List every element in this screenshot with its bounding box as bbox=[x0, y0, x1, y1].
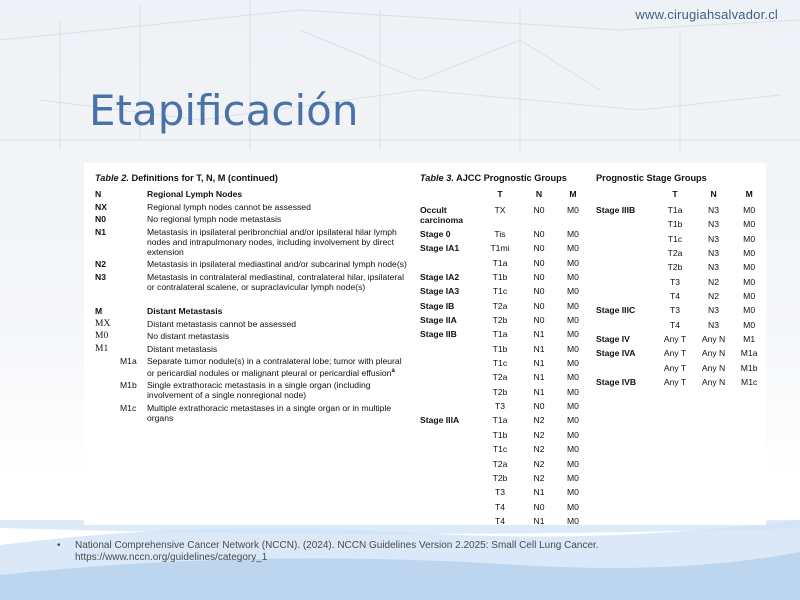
value-cell: T3 bbox=[670, 276, 681, 287]
table-row bbox=[596, 320, 766, 334]
n-row-n0-key: N0 bbox=[95, 214, 106, 224]
bullet-icon: • bbox=[57, 540, 61, 551]
value-cell: T1c bbox=[492, 358, 508, 369]
stage-cell bbox=[420, 487, 478, 501]
value-cell: M0 bbox=[567, 487, 579, 498]
value-cell: N2 bbox=[533, 415, 545, 426]
value-cell: Any N bbox=[701, 334, 726, 345]
value-cell: N1 bbox=[533, 343, 545, 354]
m-row-m0 bbox=[95, 331, 410, 341]
stage-cell: Stage IVA bbox=[596, 348, 636, 359]
value-cell: M0 bbox=[743, 319, 756, 330]
value-cell: T4 bbox=[494, 515, 506, 526]
value-cell: T4 bbox=[670, 291, 681, 302]
stage-cell bbox=[420, 473, 478, 487]
value-cell: M0 bbox=[567, 358, 579, 369]
m-row-m1-text: Distant metastasis bbox=[147, 343, 218, 354]
column-header: N bbox=[710, 189, 717, 199]
value-cell: N0 bbox=[533, 272, 545, 283]
stage-cell: Stage IB bbox=[420, 300, 455, 311]
stage-cell bbox=[420, 344, 478, 358]
m-header-row bbox=[95, 306, 410, 316]
m1-sub-row-m1a-key: M1a bbox=[120, 356, 137, 366]
n-row-n1-key: N1 bbox=[95, 226, 106, 237]
value-cell: T1mi bbox=[490, 243, 510, 254]
m-row-mx-text: Distant metastasis cannot be assessed bbox=[147, 318, 297, 329]
stage-cell bbox=[420, 258, 478, 272]
value-cell: M1a bbox=[740, 348, 758, 359]
value-cell: M0 bbox=[567, 458, 579, 469]
m1-sub-row-m1b bbox=[95, 380, 410, 400]
m-row-m1 bbox=[95, 344, 410, 354]
value-cell: T1a bbox=[667, 205, 683, 215]
n-header-row bbox=[95, 189, 410, 199]
table4 bbox=[596, 189, 766, 391]
table3-caption: Table 3. AJCC Prognostic Groups bbox=[420, 173, 567, 183]
table-row bbox=[596, 248, 766, 262]
n-row-n0-text: No regional lymph node metastasis bbox=[147, 214, 282, 224]
table-row bbox=[596, 291, 766, 305]
stage-cell: Stage IIIB bbox=[596, 205, 636, 215]
table-row bbox=[596, 377, 766, 391]
value-cell: N3 bbox=[708, 319, 720, 330]
value-cell: N2 bbox=[708, 291, 720, 302]
value-cell: T1b bbox=[492, 272, 508, 283]
value-cell: M0 bbox=[567, 229, 579, 239]
stage-cell bbox=[420, 372, 478, 386]
column-header bbox=[596, 189, 655, 205]
table-header-row bbox=[596, 189, 766, 205]
m1-sub-row-m1a bbox=[95, 356, 410, 378]
table-row bbox=[596, 334, 766, 348]
stage-cell: Stage IIB bbox=[420, 329, 457, 340]
value-cell: T2a bbox=[492, 458, 508, 469]
m1-sub-row-m1a-footnote: a bbox=[391, 368, 395, 374]
stage-cell: Stage IV bbox=[596, 334, 630, 345]
n-row-n1-text: Metastasis in ipsilateral peribronchial and/or ipsilateral hilar lymph nodes and intrapulmonary nodes, including involvement by direct extension bbox=[147, 226, 397, 257]
reference-url[interactable]: https://www.nccn.org/guidelines/category_1 bbox=[75, 551, 268, 563]
value-cell: M0 bbox=[567, 343, 579, 354]
stage-cell bbox=[420, 387, 478, 401]
stage-cell bbox=[596, 363, 655, 377]
table-row bbox=[596, 305, 766, 319]
m-row-mx-key: MX bbox=[95, 318, 111, 329]
value-cell: M0 bbox=[567, 372, 579, 383]
value-cell: Any N bbox=[701, 348, 726, 359]
stage-cell bbox=[420, 502, 478, 516]
table-row bbox=[596, 234, 766, 248]
table2-body bbox=[95, 189, 410, 423]
table-row bbox=[596, 262, 766, 276]
n-row-n2 bbox=[95, 259, 410, 269]
value-cell: TX bbox=[494, 205, 506, 215]
value-cell: N2 bbox=[533, 458, 545, 469]
table-row bbox=[420, 387, 590, 401]
value-cell: M0 bbox=[567, 472, 579, 483]
value-cell: T1b bbox=[492, 343, 508, 354]
table-row bbox=[420, 272, 590, 286]
stage-cell bbox=[420, 516, 478, 530]
n-row-nx-key: NX bbox=[95, 201, 107, 212]
table-row bbox=[420, 205, 590, 229]
table-row bbox=[420, 459, 590, 473]
value-cell: T2a bbox=[667, 248, 683, 259]
value-cell: T1a bbox=[492, 257, 508, 268]
value-cell: M0 bbox=[567, 401, 579, 412]
m1-sub-row-m1c-text: Multiple extrathoracic metastases in a single organ or in multiple organs bbox=[147, 402, 392, 423]
m-row-m0-key: M0 bbox=[95, 331, 109, 341]
value-cell: M0 bbox=[567, 329, 579, 340]
value-cell: M0 bbox=[567, 205, 579, 215]
value-cell: T1a bbox=[492, 415, 508, 426]
value-cell: N3 bbox=[708, 248, 720, 259]
value-cell: N0 bbox=[533, 315, 545, 326]
value-cell: T1c bbox=[667, 233, 683, 244]
table-row bbox=[420, 286, 590, 300]
table-row bbox=[596, 277, 766, 291]
value-cell: N0 bbox=[533, 205, 545, 215]
value-cell: M0 bbox=[567, 386, 579, 397]
n-row-n2-text: Metastasis in ipsilateral mediastinal and/or subcarinal lymph node(s) bbox=[147, 259, 407, 269]
n-row-n3-key: N3 bbox=[95, 271, 106, 282]
column-header: T bbox=[497, 189, 503, 199]
value-cell: M0 bbox=[567, 257, 579, 268]
value-cell: N3 bbox=[708, 233, 720, 244]
table2-caption: Table 2. Definitions for T, N, M (continued) bbox=[95, 173, 278, 183]
value-cell: N1 bbox=[533, 515, 545, 526]
table-row bbox=[420, 229, 590, 243]
stage-cell bbox=[596, 277, 655, 291]
value-cell: T2b bbox=[492, 472, 508, 483]
value-cell: M0 bbox=[743, 262, 756, 273]
value-cell: M0 bbox=[743, 305, 756, 316]
value-cell: N1 bbox=[533, 329, 545, 340]
table-row bbox=[596, 363, 766, 377]
ajcc-prognostic-groups-table bbox=[420, 173, 590, 530]
m-row-mx bbox=[95, 319, 410, 329]
value-cell: N3 bbox=[708, 262, 720, 273]
value-cell: N0 bbox=[533, 501, 545, 512]
value-cell: M0 bbox=[567, 444, 579, 455]
value-cell: T3 bbox=[494, 401, 506, 412]
m-row-m1-key: M1 bbox=[95, 343, 109, 354]
value-cell: M0 bbox=[743, 276, 756, 287]
value-cell: M0 bbox=[567, 515, 579, 526]
m1-sub-row-m1c bbox=[95, 403, 410, 423]
table-row bbox=[420, 372, 590, 386]
value-cell: M0 bbox=[567, 501, 579, 512]
stage-cell bbox=[596, 262, 655, 276]
value-cell: Any T bbox=[663, 334, 687, 345]
staging-tables-panel bbox=[84, 163, 766, 525]
value-cell: M0 bbox=[743, 219, 756, 230]
value-cell: N1 bbox=[533, 372, 545, 383]
n-header-row-text: Regional Lymph Nodes bbox=[147, 189, 243, 199]
value-cell: M0 bbox=[567, 243, 579, 254]
n-row-nx bbox=[95, 202, 410, 212]
value-cell: T3 bbox=[670, 305, 681, 316]
table-row bbox=[420, 487, 590, 501]
value-cell: M0 bbox=[743, 291, 756, 302]
value-cell: N1 bbox=[533, 358, 545, 369]
table-row bbox=[420, 516, 590, 530]
value-cell: M0 bbox=[567, 429, 579, 440]
value-cell: N0 bbox=[533, 243, 545, 254]
stage-cell: Stage IA1 bbox=[420, 243, 460, 254]
stage-cell: Occult carcinoma bbox=[420, 205, 463, 225]
value-cell: T1b bbox=[492, 429, 508, 440]
value-cell: M0 bbox=[567, 415, 579, 426]
value-cell: N2 bbox=[533, 429, 545, 440]
value-cell: Any T bbox=[663, 348, 687, 359]
stage-cell bbox=[420, 459, 478, 473]
stage-cell bbox=[596, 320, 655, 334]
table-row bbox=[420, 502, 590, 516]
value-cell: Any N bbox=[701, 377, 726, 388]
value-cell: T3 bbox=[494, 487, 506, 498]
table-row bbox=[596, 348, 766, 362]
value-cell: M0 bbox=[743, 248, 756, 259]
table-row bbox=[596, 219, 766, 233]
value-cell: T1b bbox=[667, 219, 683, 230]
stage-cell: Stage IVB bbox=[596, 377, 637, 388]
stage-cell bbox=[420, 401, 478, 415]
value-cell: N0 bbox=[533, 286, 545, 297]
n-header-row-key: N bbox=[95, 189, 102, 199]
table-row bbox=[420, 415, 590, 429]
reference-footer bbox=[57, 540, 755, 563]
value-cell: M0 bbox=[567, 286, 579, 297]
table4-caption: Prognostic Stage Groups bbox=[596, 173, 707, 183]
stage-cell bbox=[420, 444, 478, 458]
value-cell: N3 bbox=[708, 305, 720, 316]
value-cell: N0 bbox=[533, 300, 545, 311]
value-cell: N3 bbox=[708, 205, 720, 215]
value-cell: M0 bbox=[567, 272, 579, 283]
column-header: M bbox=[745, 189, 753, 199]
value-cell: T4 bbox=[670, 319, 681, 330]
value-cell: Any T bbox=[663, 362, 687, 373]
stage-cell: Stage IIA bbox=[420, 315, 457, 326]
value-cell: T1a bbox=[492, 329, 508, 340]
value-cell: N1 bbox=[533, 487, 545, 498]
m-row-m0-text: No distant metastasis bbox=[147, 331, 230, 341]
column-header bbox=[420, 189, 478, 205]
value-cell: N3 bbox=[708, 219, 720, 230]
value-cell: N2 bbox=[533, 444, 545, 455]
stage-cell bbox=[420, 430, 478, 444]
tnm-definitions-table bbox=[95, 173, 410, 425]
value-cell: T4 bbox=[494, 501, 506, 512]
table3 bbox=[420, 189, 590, 530]
stage-cell bbox=[420, 358, 478, 372]
value-cell: M1c bbox=[741, 377, 758, 388]
stage-cell: Stage 0 bbox=[420, 229, 451, 239]
table-row bbox=[420, 243, 590, 257]
table-row bbox=[420, 301, 590, 315]
table-row bbox=[420, 315, 590, 329]
value-cell: N0 bbox=[533, 229, 545, 239]
stage-cell: Stage IA3 bbox=[420, 286, 460, 297]
n-row-n2-key: N2 bbox=[95, 259, 106, 269]
website-url[interactable]: www.cirugiahsalvador.cl bbox=[635, 7, 778, 22]
table-row bbox=[420, 444, 590, 458]
value-cell: M1 bbox=[743, 334, 756, 345]
value-cell: T1c bbox=[492, 286, 508, 297]
value-cell: N1 bbox=[533, 386, 545, 397]
n-row-nx-text: Regional lymph nodes cannot be assessed bbox=[147, 201, 311, 212]
prognostic-stage-groups-table bbox=[596, 173, 766, 391]
value-cell: M0 bbox=[743, 233, 756, 244]
stage-cell bbox=[596, 291, 655, 305]
value-cell: Any N bbox=[701, 362, 726, 373]
column-header: T bbox=[672, 189, 678, 199]
table-row bbox=[420, 358, 590, 372]
value-cell: T2b bbox=[667, 262, 683, 273]
column-header: M bbox=[569, 189, 577, 199]
stage-cell bbox=[596, 248, 655, 262]
value-cell: Any T bbox=[663, 377, 687, 388]
value-cell: T2a bbox=[492, 300, 508, 311]
value-cell: M0 bbox=[567, 300, 579, 311]
m1-sub-row-m1c-key: M1c bbox=[120, 402, 137, 413]
value-cell: N2 bbox=[533, 472, 545, 483]
value-cell: M0 bbox=[567, 315, 579, 326]
m-header-row-key: M bbox=[95, 306, 103, 316]
n-row-n3-text: Metastasis in contralateral mediastinal, contralateral hilar, ipsilateral or contralateral scalene, or supraclavicular lymph node(s) bbox=[147, 271, 404, 292]
value-cell: N0 bbox=[533, 401, 545, 412]
table-row bbox=[420, 430, 590, 444]
m-header-row-text: Distant Metastasis bbox=[147, 306, 223, 316]
n-row-n3 bbox=[95, 272, 410, 292]
value-cell: N2 bbox=[708, 276, 720, 287]
value-cell: T2b bbox=[492, 315, 508, 326]
value-cell: Tis bbox=[494, 229, 506, 239]
value-cell: T2b bbox=[492, 386, 508, 397]
value-cell: N0 bbox=[533, 257, 545, 268]
value-cell: T2a bbox=[492, 372, 508, 383]
stage-cell: Stage IIIA bbox=[420, 415, 460, 426]
stage-cell: Stage IA2 bbox=[420, 272, 460, 283]
value-cell: M1b bbox=[740, 362, 758, 373]
slide-title: Etapificación bbox=[89, 86, 359, 136]
reference-line1: National Comprehensive Cancer Network (NCCN). (2024). NCCN Guidelines Version 2.2025: Small Cell Lung Cancer. bbox=[75, 540, 599, 551]
table-row bbox=[596, 205, 766, 219]
stage-cell bbox=[596, 234, 655, 248]
stage-cell: Stage IIIC bbox=[596, 305, 636, 316]
stage-cell bbox=[596, 219, 655, 233]
table-row bbox=[420, 401, 590, 415]
n-row-n0 bbox=[95, 214, 410, 224]
value-cell: T1c bbox=[492, 444, 508, 455]
table-header-row bbox=[420, 189, 590, 205]
column-header: N bbox=[535, 189, 543, 199]
table-row bbox=[420, 258, 590, 272]
n-row-n1 bbox=[95, 227, 410, 257]
table-row bbox=[420, 329, 590, 343]
m1-sub-row-m1b-text: Single extrathoracic metastasis in a single organ (including involvement of a single nonregional node) bbox=[147, 380, 371, 401]
m1-sub-row-m1a-text: Separate tumor nodule(s) in a contralateral lobe; tumor with pleural or pericardial nodules or malignant pleural or pericardial effusion$^a$ bbox=[147, 356, 402, 378]
m1-sub-row-m1b-key: M1b bbox=[120, 380, 137, 391]
table-row bbox=[420, 344, 590, 358]
table-row bbox=[420, 473, 590, 487]
value-cell: M0 bbox=[743, 205, 756, 215]
